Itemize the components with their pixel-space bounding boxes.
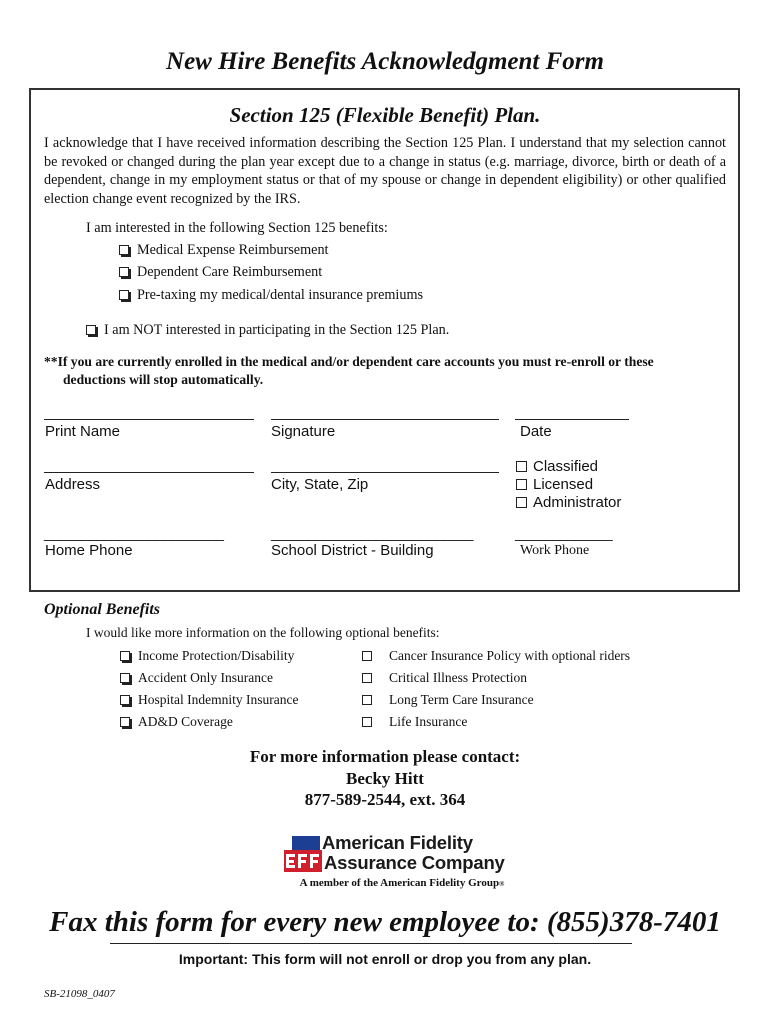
form-code: SB-21098_0407 [44, 988, 115, 1000]
benefit-medical-option[interactable]: Medical Expense Reimbursement [119, 242, 328, 259]
school-district-label: School District - Building [271, 542, 434, 559]
checkbox-icon[interactable] [516, 461, 527, 472]
af-mark-icon [282, 834, 322, 874]
not-interested-option[interactable]: I am NOT interested in participating in the Section 125 Plan. [86, 322, 449, 339]
address-line[interactable] [44, 472, 254, 473]
work-phone-label: Work Phone [520, 543, 590, 558]
checkbox-icon[interactable] [362, 717, 372, 727]
address-label: Address [45, 476, 101, 493]
school-district-line[interactable]: ___________________________ [271, 525, 474, 541]
employee-type-classified[interactable]: Classified [516, 458, 598, 475]
date-line[interactable] [515, 419, 629, 420]
contact-block [0, 746, 770, 811]
important-notice: Important: This form will not enroll or drop you from any plan. [178, 951, 592, 967]
optional-benefits-heading: Optional Benefits [44, 601, 161, 618]
print-name-label: Print Name [45, 423, 121, 440]
checkbox-icon[interactable] [120, 695, 130, 705]
home-phone-line[interactable]: ________________________ [44, 525, 224, 541]
contact-phone: 877-589-2544, ext. 364 [304, 790, 466, 809]
checkbox-icon[interactable] [362, 695, 372, 705]
optional-income-protection[interactable]: Income Protection/Disability [120, 648, 294, 664]
checkbox-icon[interactable] [362, 651, 372, 661]
optional-hospital-indemnity[interactable]: Hospital Indemnity Insurance [120, 692, 298, 708]
benefit-pretax-option[interactable]: Pre-taxing my medical/dental insurance premiums [119, 287, 423, 304]
checkbox-icon[interactable] [86, 325, 96, 335]
print-name-line[interactable] [44, 419, 254, 420]
contact-heading: For more information please contact: [249, 747, 521, 766]
employee-type-licensed[interactable]: Licensed [516, 476, 593, 493]
work-phone-line[interactable]: _____________ [515, 525, 613, 541]
checkbox-icon[interactable] [119, 267, 129, 277]
home-phone-label: Home Phone [45, 542, 133, 559]
fax-instruction: Fax this form for every new employee to: (855)378-7401 [49, 906, 721, 938]
employee-type-administrator[interactable]: Administrator [516, 494, 621, 511]
form-title: New Hire Benefits Acknowledgment Form [166, 48, 604, 75]
checkbox-icon[interactable] [119, 245, 129, 255]
acknowledgment-text: I acknowledge that I have received information describing the Section 125 Plan. I understand that my selection cannot be revoked or changed during the plan year except due to a change in status (e.g. marriage, divorce, birth or death of a dependent, change in my employment status or that of my spouse or change in dependent eligibility) or other qualified election change event recognized by the IRS. [44, 135, 726, 207]
logo-tagline: A member of the American Fidelity Group® [299, 877, 505, 889]
fax-underline [110, 943, 632, 944]
logo-line1: American Fidelity [322, 832, 473, 853]
checkbox-icon[interactable] [516, 497, 527, 508]
checkbox-icon[interactable] [120, 673, 130, 683]
optional-accident-only[interactable]: Accident Only Insurance [120, 670, 273, 686]
checkbox-icon[interactable] [362, 673, 372, 683]
optional-life-insurance[interactable]: Life Insurance [362, 714, 467, 730]
american-fidelity-logo [282, 832, 522, 892]
section-title: Section 125 (Flexible Benefit) Plan. [229, 103, 541, 127]
optional-long-term-care[interactable]: Long Term Care Insurance [362, 692, 534, 708]
interested-intro: I am interested in the following Section 125 benefits: [86, 220, 388, 236]
signature-label: Signature [271, 423, 336, 440]
signature-line[interactable] [271, 419, 499, 420]
optional-cancer-insurance[interactable]: Cancer Insurance Policy with optional riders [362, 648, 630, 664]
city-state-zip-line[interactable] [271, 472, 499, 473]
date-label: Date [520, 423, 552, 440]
city-state-zip-label: City, State, Zip [271, 476, 369, 493]
reenroll-note: **If you are currently enrolled in the medical and/or dependent care accounts you must re-enroll or these deductions will stop automatically. [44, 354, 654, 387]
checkbox-icon[interactable] [516, 479, 527, 490]
logo-line2: Assurance Company [324, 852, 505, 873]
checkbox-icon[interactable] [119, 290, 129, 300]
optional-add-coverage[interactable]: AD&D Coverage [120, 714, 233, 730]
optional-critical-illness[interactable]: Critical Illness Protection [362, 670, 527, 686]
optional-benefits-intro: I would like more information on the following optional benefits: [86, 625, 440, 640]
contact-name: Becky Hitt [346, 768, 424, 788]
checkbox-icon[interactable] [120, 717, 130, 727]
benefit-dependent-care-option[interactable]: Dependent Care Reimbursement [119, 264, 322, 281]
checkbox-icon[interactable] [120, 651, 130, 661]
